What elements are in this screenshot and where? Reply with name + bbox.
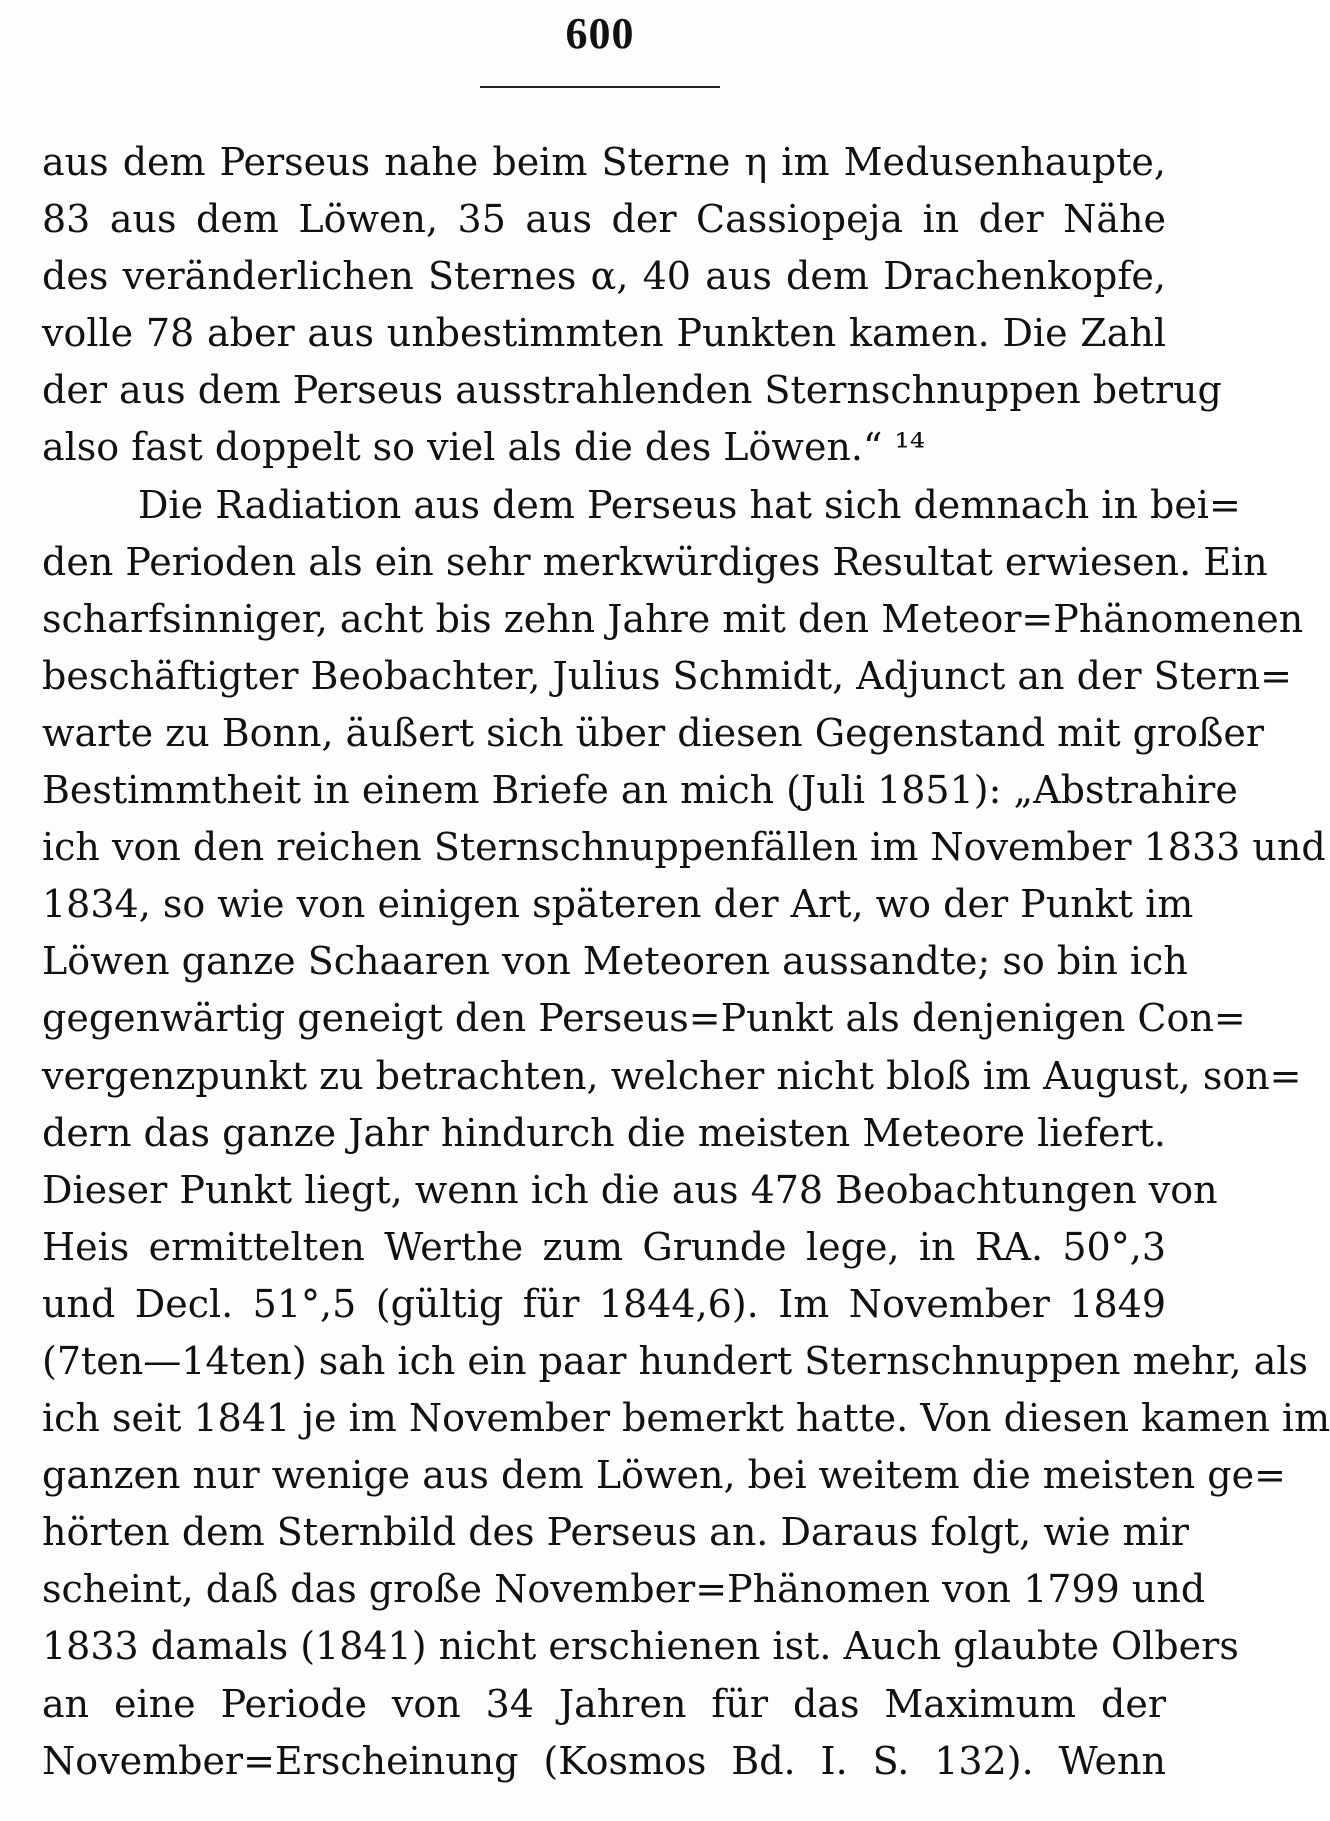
text-line: Löwen ganze Schaaren von Meteoren aussandte; so bin ich xyxy=(42,939,1188,984)
text-line: 1833 damals (1841) nicht erschienen ist. Auch glaubte Olbers xyxy=(42,1624,1239,1669)
text-line: des veränderlichen Sternes α, 40 aus dem Drachenkopfe, xyxy=(42,254,1166,299)
text-line: (7ten—14ten) sah ich ein paar hundert Sternschnuppen mehr, als xyxy=(42,1338,1309,1383)
text-line: ganzen nur wenige aus dem Löwen, bei weitem die meisten ge= xyxy=(42,1453,1286,1498)
text-line: warte zu Bonn, äußert sich über diesen Gegenstand mit großer xyxy=(42,710,1265,755)
text-line: Heis ermittelten Werthe zum Grunde lege, in RA. 50°,3 xyxy=(42,1224,1166,1269)
text-line: ich seit 1841 je im November bemerkt hatte. Von diesen kamen im xyxy=(42,1396,1330,1441)
text-line: an eine Periode von 34 Jahren für das Maximum der xyxy=(42,1681,1166,1726)
text-line: also fast doppelt so viel als die des Löwen.“ ¹⁴ xyxy=(42,425,925,470)
text-line: vergenzpunkt zu betrachten, welcher nicht bloß im August, son= xyxy=(42,1053,1302,1098)
text-line: scheint, daß das große November=Phänomen von 1799 und xyxy=(42,1567,1206,1612)
text-line: beschäftigter Beobachter, Julius Schmidt, Adjunct an der Stern= xyxy=(42,653,1292,698)
text-line: November=Erscheinung (Kosmos Bd. I. S. 132). Wenn xyxy=(42,1738,1166,1783)
text-line: hörten dem Sternbild des Perseus an. Daraus folgt, wie mir xyxy=(42,1510,1189,1555)
text-line: scharfsinniger, acht bis zehn Jahre mit den Meteor=Phänomenen xyxy=(42,596,1304,641)
text-line: und Decl. 51°,5 (gültig für 1844,6). Im November 1849 xyxy=(42,1281,1166,1326)
header-rule xyxy=(480,86,720,88)
text-line: ich von den reichen Sternschnuppenfällen im November 1833 und xyxy=(42,825,1326,870)
paragraph-start-line: Die Radiation aus dem Perseus hat sich demnach in bei= xyxy=(138,482,1241,527)
text-line: aus dem Perseus nahe beim Sterne η im Medusenhaupte, xyxy=(42,140,1166,184)
text-line: Bestimmtheit in einem Briefe an mich (Juli 1851): „Abstrahire xyxy=(42,768,1238,813)
text-line: der aus dem Perseus ausstrahlenden Sternschnuppen betrug xyxy=(42,368,1222,413)
text-line: volle 78 aber aus unbestimmten Punkten kamen. Die Zahl xyxy=(42,311,1166,356)
text-line: gegenwärtig geneigt den Perseus=Punkt als denjenigen Con= xyxy=(42,996,1246,1041)
text-line: den Perioden als ein sehr merkwürdiges Resultat erwiesen. Ein xyxy=(42,539,1268,584)
page-number: 600 xyxy=(565,9,635,58)
text-line: dern das ganze Jahr hindurch die meisten Meteore liefert. xyxy=(42,1110,1166,1155)
text-line: 83 aus dem Löwen, 35 aus der Cassiopeja in der Nähe xyxy=(42,197,1166,242)
text-line: 1834, so wie von einigen späteren der Art, wo der Punkt im xyxy=(42,882,1194,927)
body-text xyxy=(42,134,1330,1790)
text-line: Dieser Punkt liegt, wenn ich die aus 478 Beobachtungen von xyxy=(42,1167,1218,1212)
